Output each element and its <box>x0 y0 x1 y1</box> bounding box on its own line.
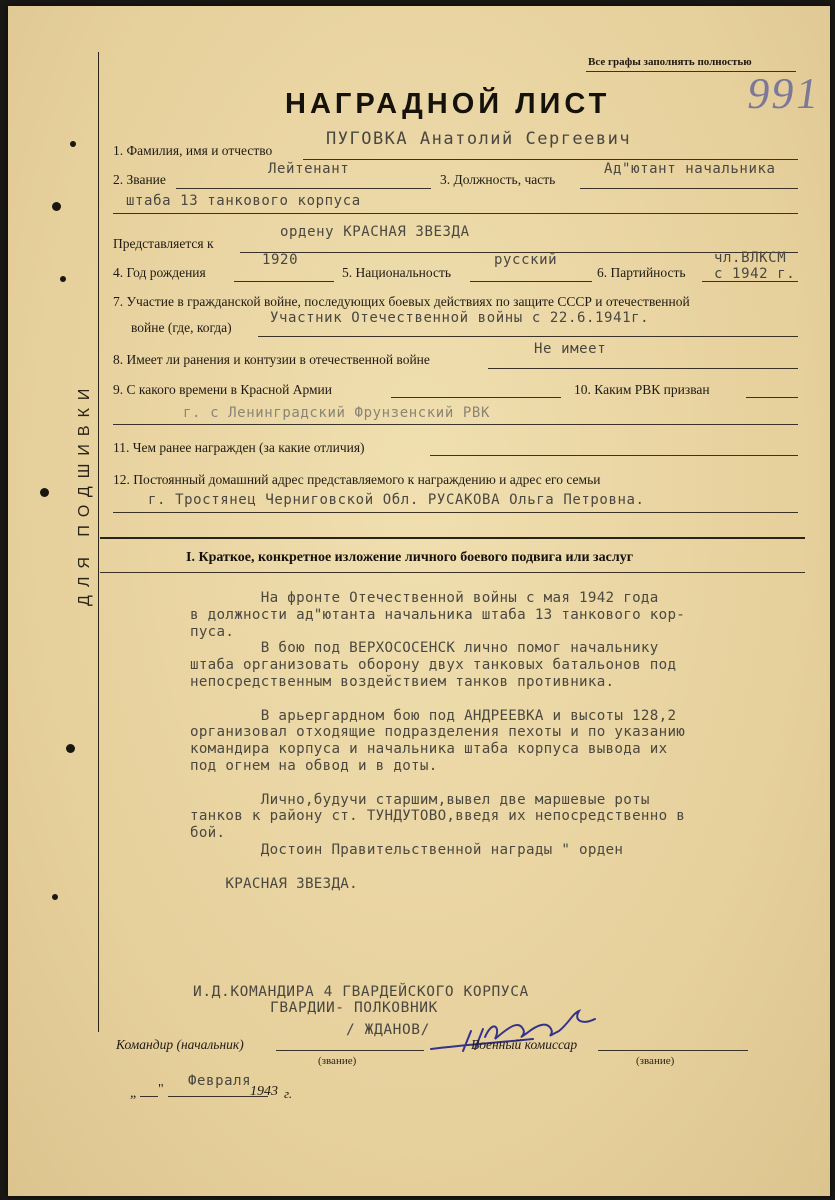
award-sheet-page <box>8 6 830 1196</box>
position-value-1: Ад"ютант начальника <box>604 161 776 177</box>
binding-hole <box>70 141 76 147</box>
binding-margin-line <box>98 52 99 1032</box>
corner-number: 991 <box>744 69 824 118</box>
birth-value: 1920 <box>262 252 299 268</box>
address-label: 12. Постоянный домашний адрес представляемого к награждению и адрес его семьи <box>113 472 601 487</box>
top-instruction: Все графы заполнять полностью <box>588 56 752 68</box>
narrative-line: В бою под ВЕРХОСОСЕНСК лично помог начальнику <box>190 640 659 657</box>
wounds-value: Не имеет <box>534 341 607 357</box>
field-line <box>258 336 798 337</box>
narrative-line: в должности ад"ютанта начальника штаба 13 танкового кор- <box>190 606 686 623</box>
narrative-line: под огнем на обвод и в доты. <box>190 758 438 774</box>
field-line <box>113 424 798 425</box>
document-title: НАГРАДНОЙ ЛИСТ <box>285 88 611 120</box>
nominated-label: Представляется к <box>113 236 214 251</box>
binding-hole <box>52 202 61 211</box>
section-divider <box>100 537 805 539</box>
date-month: Февраля <box>188 1073 252 1089</box>
date-year: 1943 <box>250 1084 278 1099</box>
binding-margin-label: ДЛЯ ПОДШИВКИ <box>76 380 93 606</box>
war-label-1: 7. Участие в гражданской войне, последующих боевых действиях по защите СССР и отечественной <box>113 294 690 309</box>
war-value: Участник Отечественной войны с 22.6.1941г. <box>270 310 650 326</box>
section-heading: I. Краткое, конкретное изложение личного боевого подвига или заслуг <box>186 550 634 565</box>
narrative-line: непосредственным воздействием танков противника. <box>190 674 615 690</box>
date-open-quote: „ <box>130 1086 137 1101</box>
field-line <box>140 1096 158 1097</box>
field-line <box>113 213 798 214</box>
narrative-line: танков к району ст. ТУНДУТОВО,введя их непосредственно в <box>190 808 686 825</box>
narrative-line: В арьергардном бою под АНДРЕЕВКА и высоты 128,2 <box>190 707 677 724</box>
commander-title-line: И.Д.КОМАНДИРА 4 ГВАРДЕЙСКОГО КОРПУСА <box>193 984 529 1000</box>
commander-name-line: / ЖДАНОВ/ <box>346 1022 430 1038</box>
wounds-label: 8. Имеет ли ранения и контузии в отечественной войне <box>113 352 430 367</box>
rank-caption: (звание) <box>318 1055 357 1067</box>
binding-hole <box>52 894 58 900</box>
field-line <box>488 368 798 369</box>
position-value-2: штаба 13 танкового корпуса <box>126 193 361 209</box>
commander-label: Командир (начальник) <box>116 1037 244 1052</box>
address-value: г. Тростянец Черниговской Обл. РУСАКОВА Ольга Петровна. <box>148 492 645 508</box>
field-line <box>276 1050 424 1051</box>
date-close-quote: " <box>158 1082 164 1097</box>
nominated-value: ордену КРАСНАЯ ЗВЕЗДА <box>280 224 470 240</box>
narrative-line: На фронте Отечественной войны с мая 1942 года <box>190 590 659 606</box>
birth-label: 4. Год рождения <box>113 265 206 280</box>
rank-value: Лейтенант <box>268 161 350 177</box>
narrative-line: организовал отходящие подразделения пехоты и по указанию <box>190 724 686 741</box>
field-line <box>176 188 431 189</box>
rank-label: 2. Звание <box>113 172 166 187</box>
field-line <box>303 159 798 160</box>
commissar-label: Военный комиссар <box>471 1037 578 1052</box>
position-label: 3. Должность, часть <box>440 172 556 187</box>
field-line <box>430 455 798 456</box>
narrative-line: Лично,будучи старшим,вывел две маршевые роты <box>190 791 650 808</box>
party-label: 6. Партийность <box>597 265 686 280</box>
narrative-line: Достоин Правительственной награды " орден <box>190 842 624 858</box>
field-line <box>746 397 798 398</box>
narrative-line: штаба организовать оборону двух танковых батальонов под <box>190 657 677 674</box>
handwritten-signature <box>423 999 603 1063</box>
field-line <box>391 397 561 398</box>
name-value: ПУГОВКА Анатолий Сергеевич <box>326 129 632 149</box>
rvk-value: г. с Ленинградский Фрунзенский РВК <box>183 405 490 421</box>
party-value-1: чл.ВЛКСМ <box>714 250 787 266</box>
war-label-2: войне (где, когда) <box>131 320 232 335</box>
field-line <box>234 281 334 282</box>
army-since-label: 9. С какого времени в Красной Армии <box>113 382 332 397</box>
date-year-suffix: г. <box>284 1086 293 1101</box>
nationality-value: русский <box>494 252 558 268</box>
narrative-line: командира корпуса и начальника штаба корпуса вывода их <box>190 741 668 758</box>
rvk-label: 10. Каким РВК призван <box>574 382 710 397</box>
field-line <box>702 281 798 282</box>
binding-hole <box>60 276 66 282</box>
narrative-line: бой. <box>190 825 226 842</box>
binding-hole <box>40 488 49 497</box>
commander-rank-line: ГВАРДИИ- ПОЛКОВНИК <box>270 1000 438 1016</box>
nationality-label: 5. Национальность <box>342 265 452 280</box>
rank-caption: (звание) <box>636 1055 675 1067</box>
party-value-2: с 1942 г. <box>714 266 796 282</box>
field-line <box>598 1050 748 1051</box>
binding-hole <box>66 744 75 753</box>
field-line <box>113 512 798 513</box>
narrative-line: КРАСНАЯ ЗВЕЗДА. <box>190 875 358 892</box>
field-line <box>470 281 592 282</box>
field-line <box>580 188 798 189</box>
narrative-line: пуса. <box>190 623 235 640</box>
section-divider <box>100 572 805 573</box>
awards-label: 11. Чем ранее награжден (за какие отличия) <box>113 440 365 455</box>
name-label: 1. Фамилия, имя и отчество <box>113 143 273 158</box>
